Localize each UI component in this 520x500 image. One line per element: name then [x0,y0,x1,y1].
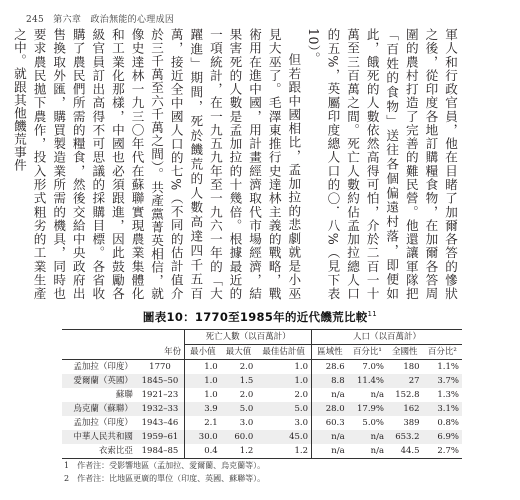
page-number: 245 [26,15,45,25]
country-cell: 烏克蘭（蘇聯） [62,402,136,416]
affected-cell: 28.6 [312,360,348,375]
footnote-2: 2 作者注：比地區更廣的單位（印度、英國、蘇聯等）。 [64,474,266,483]
pct-affected-cell: n/a [348,430,387,444]
national-cell: 27 [387,374,423,388]
table-row [62,416,462,430]
pct-national-cell: 1.1% [437,362,459,372]
max-cell: 2.0 [239,390,254,400]
min-cell: 0.4 [185,444,221,459]
min-cell: 3.9 [185,402,221,416]
table-row [62,374,462,388]
min-col-header: 最小值 [185,345,221,360]
best-cell: 45.0 [256,430,311,444]
year-cell: 1959–61 [136,430,185,444]
year-cell: 1845–50 [136,374,185,388]
country-cell: 孟加拉（印度） [73,418,133,428]
pct-affected-col-header: 百分比¹ [348,345,387,360]
country-col-header [62,345,136,360]
country-cell: 衣索比亞 [62,444,136,459]
best-cell: 1.2 [256,444,311,459]
min-cell: 2.1 [185,416,221,430]
body-paragraph-1: 軍人和行政官員，他在目睹了加爾各答的慘狀之後，從印度各地訂購糧食物，在加爾各答周圍的農村打造了完善的難民營。他還讓軍隊把「百姓的食物」送往各個偏遠村落，即便如此，餓死的人數依然高得可怕，介於二百一十萬至三百萬之間。死亡人數約佔孟加拉總人口的五%，英屬印度總人口的〇．八%（見下表10）。 [305,28,458,300]
year-cell: 1932–33 [136,402,185,416]
pct-affected-cell: 17.9% [348,402,387,416]
min-cell: 1.0 [185,360,221,375]
max-cell: 1.5 [221,374,257,388]
pct-national-cell: 6.9% [423,430,462,444]
best-cell: 5.0 [256,402,311,416]
table-row [62,360,462,375]
max-cell: 60.0 [221,430,257,444]
pct-national-col-header: 百分比² [423,345,462,360]
affected-cell: 60.3 [312,416,348,430]
affected-cell: n/a [312,388,348,402]
running-head [26,12,174,25]
national-cell: 180 [403,362,420,372]
population-group-header: 人口（以百萬計） [312,330,462,345]
best-col-header: 最佳估計值 [256,345,311,360]
table-row [62,402,462,416]
national-col-header: 全國性 [387,345,423,360]
national-cell: 162 [387,402,423,416]
table-corner [62,330,185,345]
table-title-note: 11 [367,310,378,319]
pct-affected-cell: 11.4% [348,374,387,388]
deaths-group-header: 死亡人數（以百萬計） [185,330,312,345]
chapter-title: 第六章 政治無能的心理成因 [53,15,175,25]
affected-col-header: 區域性 [312,345,348,360]
pct-national-cell: 2.7% [423,444,462,459]
affected-cell: n/a [312,430,348,444]
national-cell: 152.8 [395,390,420,400]
affected-cell: 8.8 [312,374,348,388]
year-cell: 1943–46 [141,418,179,428]
table-sub-header-row [62,345,462,360]
min-cell: 1.0 [185,374,221,388]
best-cell: 2.0 [294,390,309,400]
table-row [62,388,462,402]
year-cell: 1921–23 [141,390,179,400]
table-row [62,430,462,444]
country-cell: 愛爾蘭（英國） [62,374,136,388]
table-title [0,309,520,325]
national-cell: 653.2 [387,430,423,444]
national-cell: 44.5 [387,444,423,459]
year-col-header: 年份 [136,345,185,360]
pct-affected-cell: 7.0% [362,362,385,372]
max-cell: 1.2 [221,444,257,459]
country-cell: 蘇聯 [115,390,133,400]
table-title-text: 圖表10：1770至1985年的近代饑荒比較 [142,310,368,324]
max-cell: 3.0 [239,418,254,428]
footnote-1: 1 作者注：受影響地區（孟加拉、愛爾蘭、烏克蘭等）。 [64,461,266,470]
max-cell: 2.0 [239,362,254,372]
table-row [62,444,462,459]
best-cell: 3.0 [294,418,309,428]
pct-affected-cell: 5.0% [362,418,385,428]
national-cell: 389 [403,418,420,428]
pct-affected-cell: n/a [370,390,385,400]
best-cell: 1.0 [294,362,309,372]
pct-national-cell: 0.8% [437,418,459,428]
min-cell: 1.0 [185,388,221,402]
country-cell: 中華人民共和國 [62,430,136,444]
table-group-header-row [62,330,462,345]
year-cell: 1770 [149,362,171,372]
affected-cell: n/a [312,444,348,459]
max-cell: 5.0 [221,402,257,416]
body-paragraph-2: 但若跟中國相比，孟加拉的悲劇就是小巫見大巫了。毛澤東推行史達林主義的戰略，戰術用在進中國，用計畫經濟取代市場經濟，結果害死的人數是孟加拉的十幾倍。根據最近的一項統計，在一九五九年至一九六一年的「大躍進」期間，死於饑荒的人數高達四千五百萬，接近全中國人口的七%（不同的估計值介於三千萬至六千萬之間）。共產黨菁英相信，就像史達林一九三〇年代在蘇聯實現農業集體化和工業化那樣，中國也必須跟進，因此鼓勵各級官員訂出高得不可思議的採購目標。各省收購了農民們所需的糧食，然後交給中央政府出售換取外匯，購買製造業所需的機具，同時也要求農民拋下農作，投入形式粗劣的工業生產之中。就跟其他饑荒事件 [11,28,302,300]
pct-national-cell: 1.3% [437,390,459,400]
affected-cell: 28.0 [312,402,348,416]
pct-national-cell: 3.1% [423,402,462,416]
best-cell: 1.0 [256,374,311,388]
pct-national-cell: 3.7% [423,374,462,388]
country-cell: 孟加拉（印度） [73,362,133,372]
min-cell: 30.0 [185,430,221,444]
max-col-header: 最大值 [221,345,257,360]
pct-affected-cell: n/a [348,444,387,459]
table-notes [64,459,265,485]
famine-table [62,329,462,459]
year-cell: 1984–85 [136,444,185,459]
body-text [11,28,460,300]
